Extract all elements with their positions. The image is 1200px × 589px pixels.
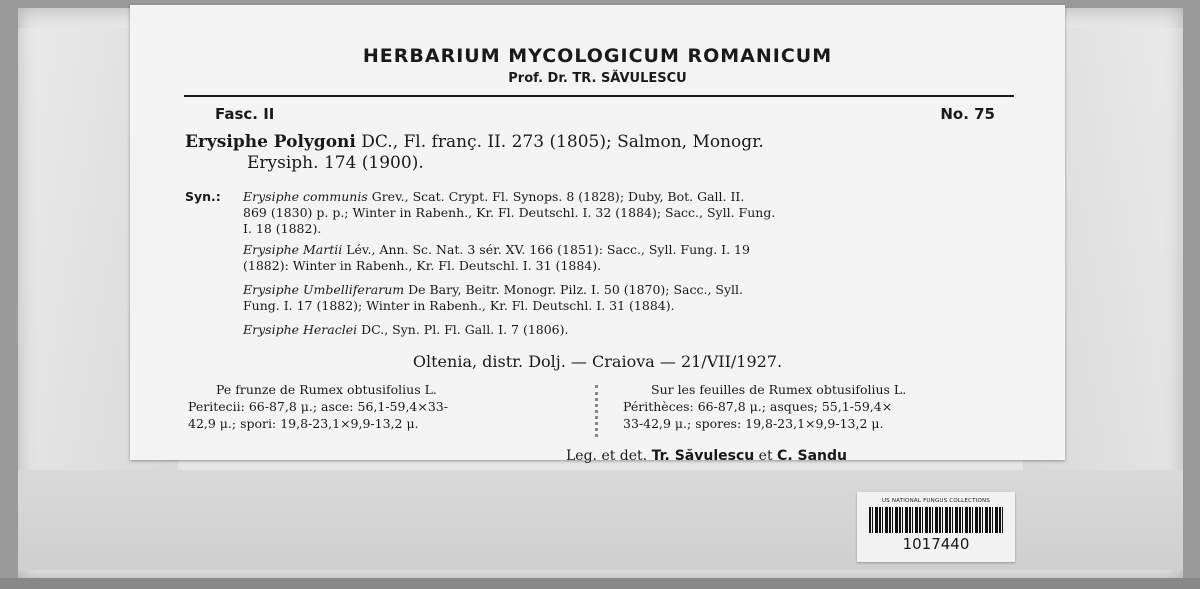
taxon-citation xyxy=(185,132,1020,174)
synonym-text: Lév., Ann. Sc. Nat. 3 sér. XV. 166 (1851): Sacc., Syll. Fung. I. 19 xyxy=(342,242,750,257)
collector-prefix: Leg. et det. xyxy=(566,448,652,464)
synonym-text: De Bary, Beitr. Monogr. Pilz. I. 50 (1870); Sacc., Syll. xyxy=(404,282,744,297)
barcode-number: 1017440 xyxy=(902,535,970,553)
description-french xyxy=(623,381,1023,432)
citation-line-2: Erysiph. 174 (1900). xyxy=(247,153,424,173)
description-line: 42,9 μ.; spori: 19,8-23,1×9,9-13,2 μ. xyxy=(188,416,419,431)
description-line: Périthèces: 66-87,8 μ.; asques; 55,1-59,4× xyxy=(623,399,893,414)
herbarium-label xyxy=(130,5,1065,464)
description-line: Sur les feuilles de Rumex obtusifolius L. xyxy=(651,382,907,397)
citation-line-1: DC., Fl. franç. II. 273 (1805); Salmon, Monogr. xyxy=(355,132,764,152)
barcode-header: US NATIONAL FUNGUS COLLECTIONS xyxy=(881,498,991,504)
collector-name: C. Sandu xyxy=(777,448,847,464)
synonym-text: Grev., Scat. Crypt. Fl. Synops. 8 (1828); Duby, Bot. Gall. II. xyxy=(367,189,745,204)
column-divider xyxy=(595,385,598,437)
synonyms-label: Syn.: xyxy=(185,189,221,204)
collector-joiner: et xyxy=(754,448,778,464)
locality: Oltenia, distr. Dolj. — Craiova — 21/VII/1927. xyxy=(412,352,783,371)
barcode-bars xyxy=(869,507,1003,533)
synonym-name: Erysiphe Umbelliferarum xyxy=(243,282,405,297)
synonym-text: I. 18 (1882). xyxy=(243,221,322,236)
specimen-number: No. 75 xyxy=(940,105,995,123)
description-line: Pe frunze de Rumex obtusifolius L. xyxy=(216,382,437,397)
synonym-text: Fung. I. 17 (1882); Winter in Rabenh., Kr. Fl. Deutschl. I. 31 (1884). xyxy=(243,298,675,313)
synonym-text: DC., Syn. Pl. Fl. Gall. I. 7 (1806). xyxy=(357,322,569,337)
sheet-edge xyxy=(0,578,1200,589)
label-title: HERBARIUM MYCOLOGICUM ROMANICUM xyxy=(362,45,833,67)
synonym-text: (1882): Winter in Rabenh., Kr. Fl. Deutschl. I. 31 (1884). xyxy=(243,258,602,273)
description-line: 33-42,9 μ.; spores: 19,8-23,1×9,9-13,2 μ. xyxy=(623,416,884,431)
synonym-name: Erysiphe Heraclei xyxy=(243,322,358,337)
synonym-1 xyxy=(243,189,1018,237)
synonym-name: Erysiphe communis xyxy=(243,189,368,204)
synonym-3 xyxy=(243,282,1018,314)
collector-name: Tr. Săvulescu xyxy=(651,448,755,464)
description-romanian xyxy=(188,381,588,432)
synonym-2 xyxy=(243,242,1018,274)
label-subtitle: Prof. Dr. TR. SĂVULESCU xyxy=(508,71,687,86)
collector-line xyxy=(566,448,847,464)
header-rule xyxy=(184,95,1014,97)
barcode-label xyxy=(857,492,1015,562)
description-line: Peritecii: 66-87,8 μ.; asce: 56,1-59,4×33- xyxy=(188,399,448,414)
synonym-name: Erysiphe Martii xyxy=(243,242,343,257)
synonym-text: 869 (1830) p. p.; Winter in Rabenh., Kr. Fl. Deutschl. I. 32 (1884); Sacc., Syll. Fung. xyxy=(243,205,776,220)
fascicle: Fasc. II xyxy=(215,105,275,123)
synonym-4 xyxy=(243,322,1018,338)
taxon-name: Erysiphe Polygoni xyxy=(185,132,356,152)
